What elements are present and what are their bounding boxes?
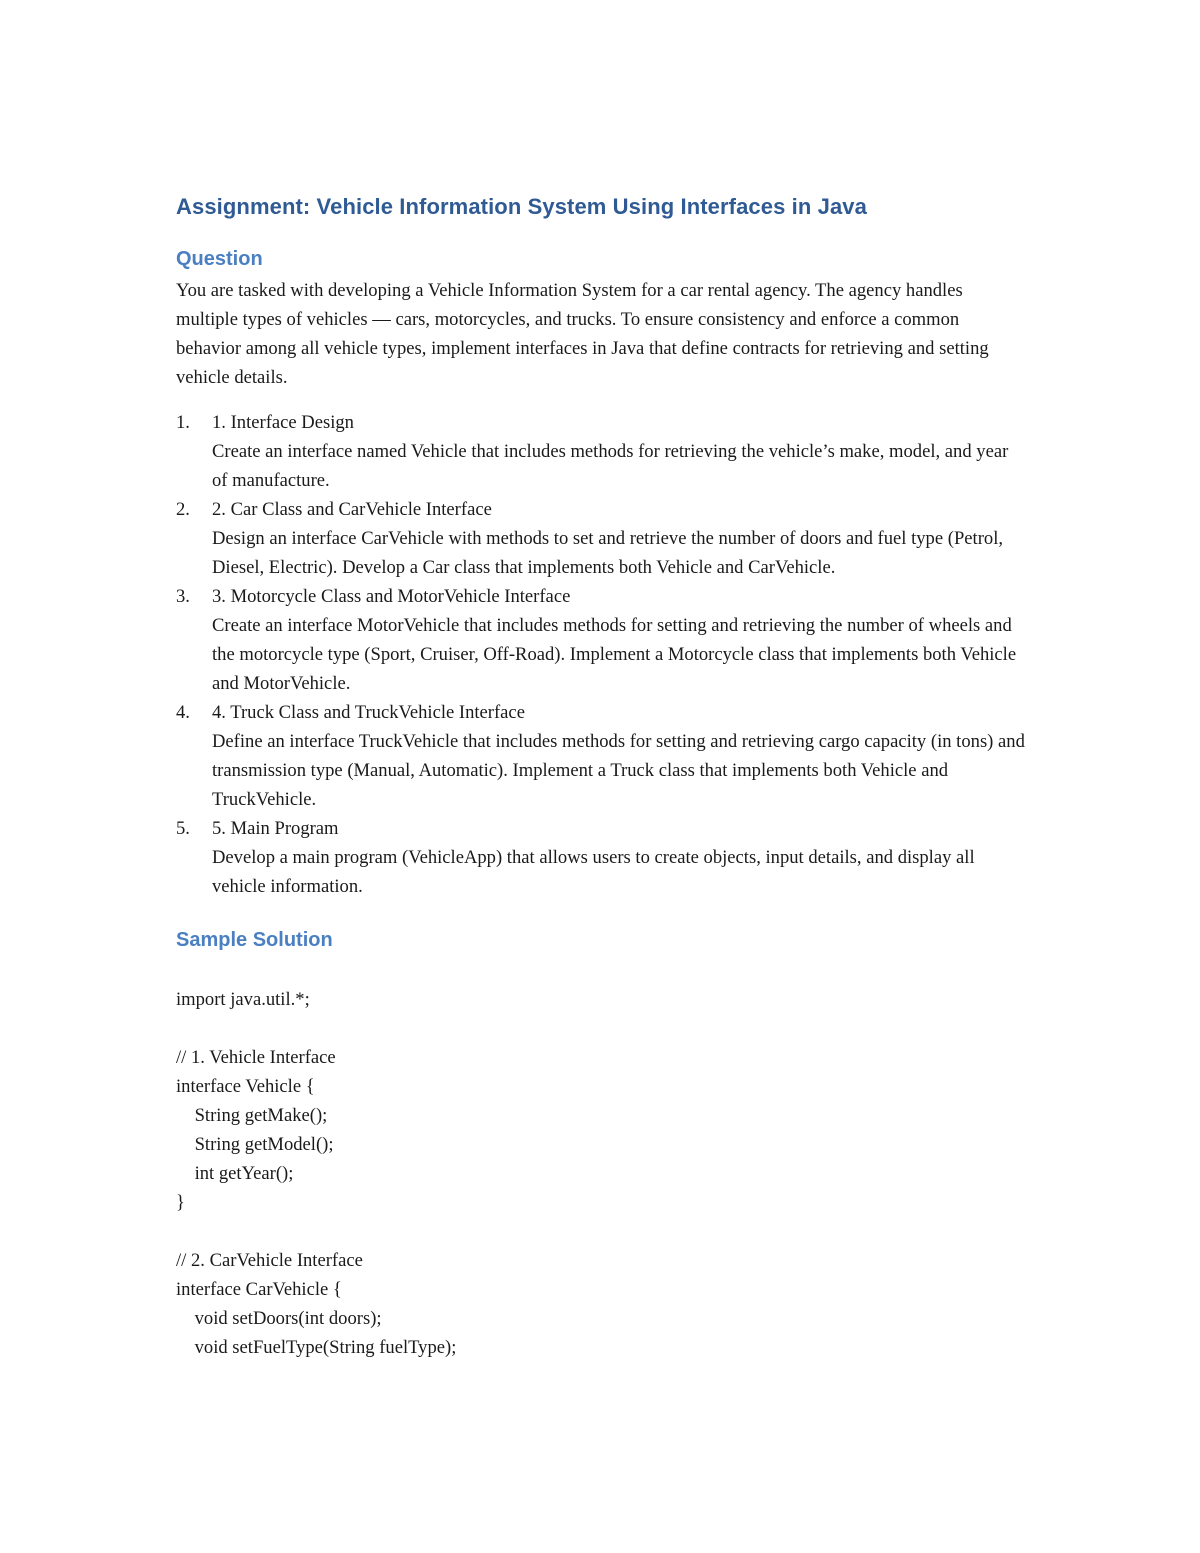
- task-description: Create an interface MotorVehicle that includes methods for setting and retrieving the number of wheels and the motorcycle type (Sport, Cruiser, Off-Road). Implement a Motorcycle class that implements both Vehicle and MotorVehicle.: [212, 615, 1017, 694]
- task-description: Develop a main program (VehicleApp) that allows users to create objects, input details, and display all vehicle information.: [212, 847, 975, 897]
- task-title: 1. Interface Design: [212, 412, 354, 433]
- code-line: [176, 1014, 1026, 1043]
- task-item: [176, 698, 1026, 814]
- task-title: 3. Motorcycle Class and MotorVehicle Interface: [212, 586, 571, 607]
- document-title: Assignment: Vehicle Information System Using Interfaces in Java: [176, 194, 867, 219]
- task-title: 2. Car Class and CarVehicle Interface: [212, 499, 492, 520]
- task-number: 4.: [176, 702, 190, 723]
- code-line: // 1. Vehicle Interface: [176, 1047, 336, 1068]
- code-line: import java.util.*;: [176, 989, 310, 1010]
- code-line: interface CarVehicle {: [176, 1279, 342, 1300]
- question-paragraph: You are tasked with developing a Vehicle Information System for a car rental agency. The agency handles multiple types of vehicles — cars, motorcycles, and trucks. To ensure consistency and enforce a common behavior among all vehicle types, implement interfaces in Java that define contracts for retrieving and setting vehicle details.: [176, 280, 989, 388]
- code-line: interface Vehicle {: [176, 1076, 315, 1097]
- code-line: int getYear();: [176, 1163, 294, 1184]
- question-heading: Question: [176, 248, 263, 270]
- task-item: [176, 495, 1026, 582]
- task-item: [176, 814, 1026, 901]
- task-list: [176, 408, 1026, 901]
- code-block: [176, 985, 1026, 1362]
- task-description: Define an interface TruckVehicle that includes methods for setting and retrieving cargo capacity (in tons) and transmission type (Manual, Automatic). Implement a Truck class that implements both Vehicle and TruckVehicle.: [212, 731, 1025, 810]
- code-line: String getModel();: [176, 1134, 334, 1155]
- task-number: 5.: [176, 818, 190, 839]
- task-number: 2.: [176, 499, 190, 520]
- code-line: // 2. CarVehicle Interface: [176, 1250, 363, 1271]
- task-item: [176, 582, 1026, 698]
- code-line: [176, 1217, 1026, 1246]
- task-number: 1.: [176, 412, 190, 433]
- code-line: }: [176, 1192, 185, 1213]
- task-item: [176, 408, 1026, 495]
- task-description: Create an interface named Vehicle that includes methods for retrieving the vehicle’s make, model, and year of manufacture.: [212, 441, 1009, 491]
- code-line: String getMake();: [176, 1105, 328, 1126]
- task-description: Design an interface CarVehicle with methods to set and retrieve the number of doors and fuel type (Petrol, Diesel, Electric). Develop a Car class that implements both Vehicle and CarVehicle.: [212, 528, 1004, 578]
- code-line: void setFuelType(String fuelType);: [176, 1337, 457, 1358]
- task-title: 4. Truck Class and TruckVehicle Interface: [212, 702, 525, 723]
- solution-heading: Sample Solution: [176, 929, 333, 951]
- document-content: [176, 190, 1026, 1362]
- code-line: void setDoors(int doors);: [176, 1308, 382, 1329]
- task-title: 5. Main Program: [212, 818, 339, 839]
- task-number: 3.: [176, 586, 190, 607]
